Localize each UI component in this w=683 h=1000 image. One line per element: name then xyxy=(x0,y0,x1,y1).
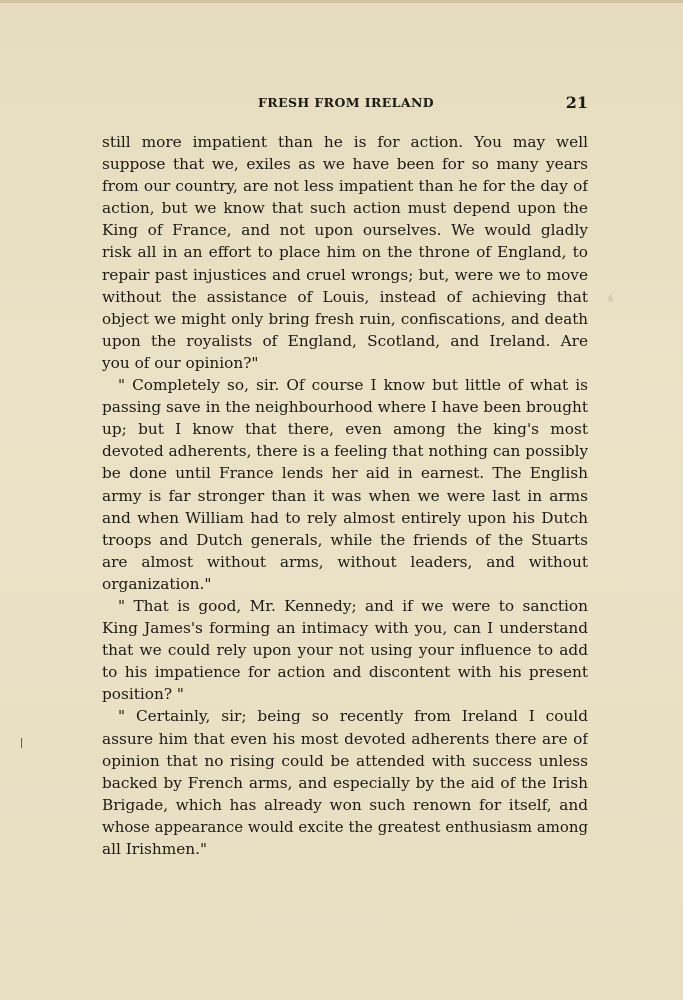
text-line: still more impatient than he is for action. You may well xyxy=(102,133,588,151)
text-line: upon the royalists of England, Scotland, and Ireland. Are xyxy=(102,331,588,350)
text-line: passing save in the neighbourhood where I have been brought xyxy=(102,398,588,417)
text-line: all Irishmen." xyxy=(102,840,208,858)
text-line: to his impatience for action and discontent with his present xyxy=(102,663,588,682)
text-line: object we might only bring fresh ruin, confiscations, and death xyxy=(102,309,588,328)
paper-speck xyxy=(608,295,613,302)
margin-mark xyxy=(21,738,22,748)
text-line: risk all in an effort to place him on the throne of England, to xyxy=(102,243,588,262)
text-line: opinion that no rising could be attended with success unless xyxy=(102,751,588,770)
text-line: and when William had to rely almost entirely upon his Dutch xyxy=(102,508,588,527)
text-line: whose appearance would excite the greatest enthusiasm among xyxy=(102,817,588,836)
text-line: repair past injustices and cruel wrongs; but, were we to move xyxy=(102,265,588,284)
text-line: backed by French arms, and especially by the aid of the Irish xyxy=(102,773,588,792)
page-header xyxy=(102,93,588,113)
text-line: without the assistance of Louis, instead of achieving that xyxy=(102,287,588,306)
text-line: King of France, and not upon ourselves. We would gladly xyxy=(102,221,588,240)
text-line: army is far stronger than it was when we were last in arms xyxy=(102,486,588,505)
text-line: suppose that we, exiles as we have been for so many years xyxy=(102,155,588,174)
page-number: 21 xyxy=(565,93,588,112)
text-line: action, but we know that such action must depend upon the xyxy=(102,199,588,218)
text-line: " Completely so, sir. Of course I know but little of what is xyxy=(118,376,588,395)
text-line: " That is good, Mr. Kennedy; and if we were to sanction xyxy=(118,596,588,615)
text-line: assure him that even his most devoted adherents there are of xyxy=(102,729,588,748)
text-line: from our country, are not less impatient than he for the day of xyxy=(102,177,588,196)
text-line: organization." xyxy=(102,574,212,593)
text-line: Brigade, which has already won such renown for itself, and xyxy=(102,795,588,814)
text-line: are almost without arms, without leaders, and without xyxy=(102,552,588,571)
text-line: up; but I know that there, even among the king's most xyxy=(102,420,588,439)
running-head: FRESH FROM IRELAND xyxy=(258,95,435,110)
page-edge xyxy=(0,0,683,3)
text-line: be done until France lends her aid in earnest. The English xyxy=(102,464,588,483)
text-line: position? " xyxy=(102,685,184,704)
text-line: that we could rely upon your not using your influence to add xyxy=(102,641,588,660)
body-text xyxy=(102,131,588,860)
text-line: King James's forming an intimacy with you, can I understand xyxy=(102,619,588,638)
text-line: you of our opinion?" xyxy=(102,353,259,372)
text-line: devoted adherents, there is a feeling that nothing can possibly xyxy=(102,442,588,461)
text-line: " Certainly, sir; being so recently from Ireland I could xyxy=(118,707,588,726)
text-line: troops and Dutch generals, while the friends of the Stuarts xyxy=(102,530,588,549)
